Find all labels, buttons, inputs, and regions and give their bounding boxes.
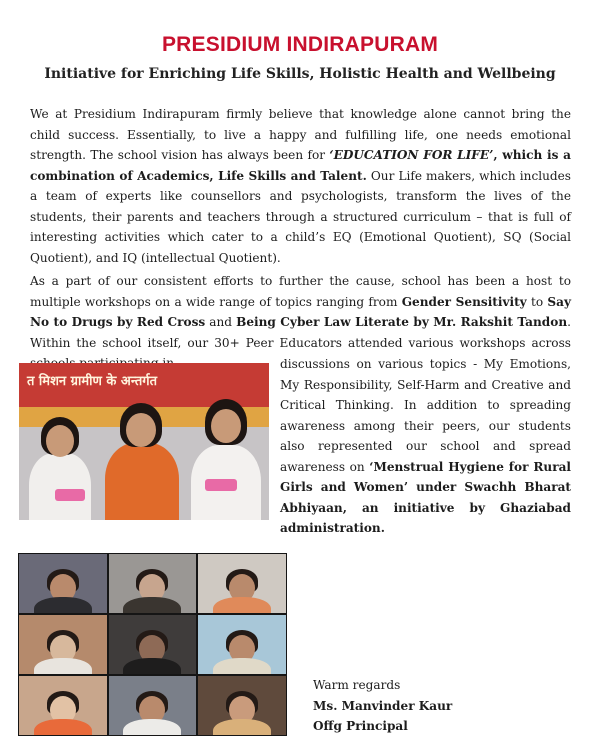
student-left-face [46, 425, 74, 457]
menstrual-hygiene-highlight: ‘Menstrual Hygiene for Rural Girls and Women’ under Swachh Bharat Abhiyaan, an initiative by Ghaziabad administration. [280, 459, 572, 535]
workshops-text-4: . Within the school itself, our 30+ Peer Educators attended various workshops across [30, 315, 571, 350]
video-tile [19, 554, 107, 613]
video-tile [19, 676, 107, 735]
teacher [105, 443, 179, 520]
discussions-text: discussions on various topics - My Emotions, My Responsibility, Self-Harm and Creative and Critical Thinking. In addition to spreading awareness among their peers, our students also represented our school and spread awareness on [280, 357, 571, 474]
video-tile [19, 615, 107, 674]
signature-greeting: Warm regards [313, 678, 401, 692]
workshops-text-1: As a part of our consistent efforts to further the cause, school has been a host to multiple workshops on a wide range of topics ranging from [30, 274, 571, 309]
combination-text: , which is a combination of Academics, Life Skills and Talent. [30, 148, 571, 183]
intro-text-2: Our Life makers, which includes a team of experts like counsellors and psychologists, transform the lives of the students, their parents and teachers through a structured curriculum – that is full of interesting activities which cater to a child’s EQ (Emotional Quotient), SQ (Social Quotient), and IQ (intellectual Quotient). [30, 168, 571, 265]
intro-text-1: We at Presidium Indirapuram firmly believe that knowledge alone cannot bring the child success. Essentially, to live a happy and fulfilling life, one needs emotional strength. The school vision has always been for [30, 107, 571, 162]
student-left [29, 453, 91, 520]
teacher-face [126, 413, 156, 447]
page-subtitle: Initiative for Enriching Life Skills, Holistic Health and Wellbeing [44, 66, 556, 82]
topic-say-no-to-drugs: Say No to Drugs by Red Cross [30, 294, 571, 329]
video-tile [198, 615, 286, 674]
vision-text: ‘EDUCATION FOR LIFE’ [329, 148, 494, 162]
video-tile [198, 554, 286, 613]
kit-left [55, 489, 85, 501]
video-tile [109, 554, 197, 613]
kit-right [205, 479, 237, 491]
banner-text: त मिशन ग्रामीण के अन्तर्गत [27, 374, 158, 389]
workshops-text-2: to [526, 294, 548, 309]
student-right-face [211, 409, 241, 443]
signature-designation: Offg Principal [313, 719, 408, 733]
workshops-text-3: and [205, 315, 237, 329]
video-tile [198, 676, 286, 735]
video-tile [109, 676, 197, 735]
discussions-paragraph [280, 354, 571, 539]
topic-cyber-law: Being Cyber Law Literate by Mr. Rakshit Tandon [236, 315, 568, 329]
video-tile [109, 615, 197, 674]
signature-name: Ms. Manvinder Kaur [313, 699, 453, 713]
event-photo [19, 363, 269, 520]
video-call-grid [18, 553, 287, 736]
intro-paragraph [30, 104, 571, 268]
page-title: PRESIDIUM INDIRAPURAM [161, 33, 439, 56]
topic-gender-sensitivity: Gender Sensitivity [401, 294, 527, 309]
